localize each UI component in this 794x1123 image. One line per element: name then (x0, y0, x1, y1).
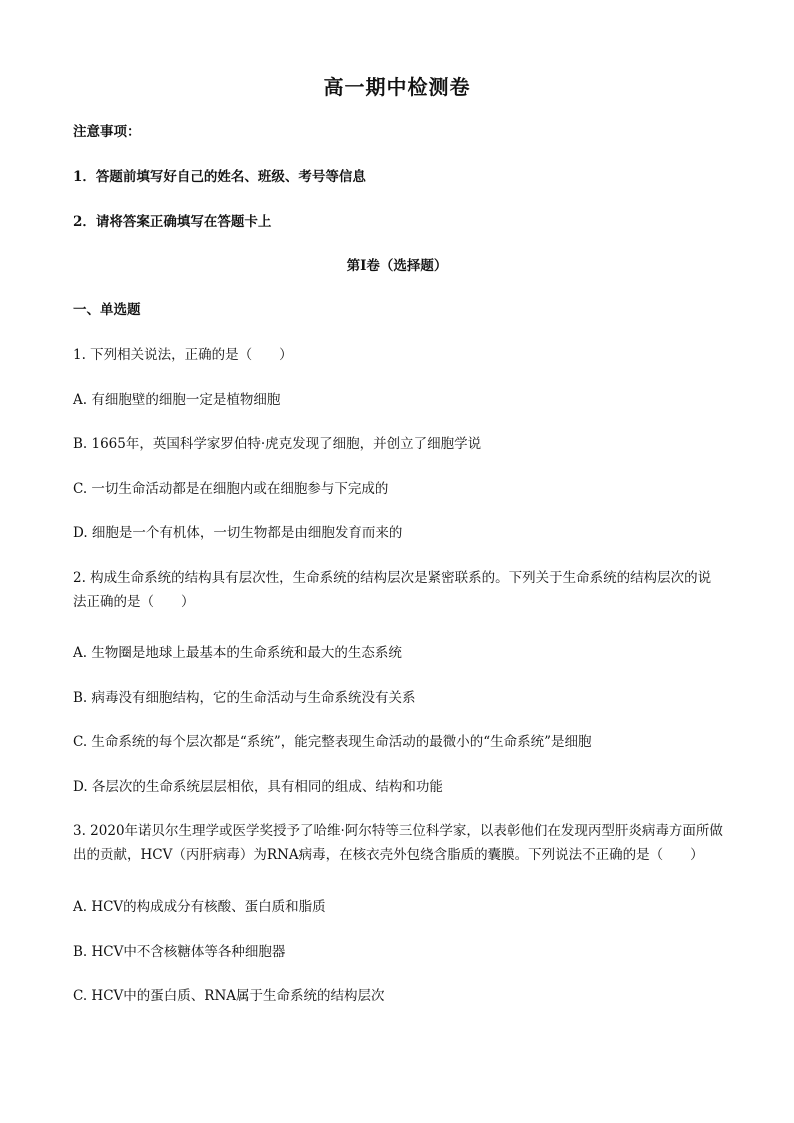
answer-option: B. 1665年，英国科学家罗伯特·虎克发现了细胞，并创立了细胞学说 (73, 436, 482, 452)
question-stem: 3. 2020年诺贝尔生理学或医学奖授予了哈维·阿尔特等三位科学家，以表彰他们在发现丙型肝炎病毒方面所做出的贡献，HCV（丙肝病毒）为RNA病毒，在核衣壳外包绕含脂质的囊膜。下列说法不正确的是（ ） (73, 823, 723, 863)
answer-option: A. 有细胞壁的细胞一定是植物细胞 (73, 392, 281, 408)
answer-option: C. HCV中的蛋白质、RNA属于生命系统的结构层次 (73, 988, 385, 1004)
answer-option: A. 生物圈是地球上最基本的生命系统和最大的生态系统 (73, 645, 402, 661)
notice-item: 1．答题前填写好自己的姓名、班级、考号等信息 (73, 169, 366, 185)
page-title: 高一期中检测卷 (323, 75, 471, 99)
answer-option: B. 病毒没有细胞结构，它的生命活动与生命系统没有关系 (73, 690, 416, 706)
notice-item: 2．请将答案正确填写在答题卡上 (73, 214, 272, 230)
part-title: 一、单选题 (73, 302, 141, 318)
answer-option: C. 生命系统的每个层次都是“系统”，能完整表现生命活动的最微小的“生命系统”是细胞 (73, 734, 592, 750)
answer-option: D. 细胞是一个有机体，一切生物都是由细胞发育而来的 (73, 525, 403, 541)
answer-option: A. HCV的构成成分有核酸、蛋白质和脂质 (73, 899, 326, 915)
answer-option: D. 各层次的生命系统层层相依，具有相同的组成、结构和功能 (73, 779, 443, 795)
volume-title: 第I卷（选择题） (346, 258, 448, 274)
answer-option: B. HCV中不含核糖体等各种细胞器 (73, 944, 286, 960)
answer-option: C. 一切生命活动都是在细胞内或在细胞参与下完成的 (73, 481, 389, 497)
question-stem: 2. 构成生命系统的结构具有层次性，生命系统的结构层次是紧密联系的。下列关于生命系统的结构层次的说法正确的是（ ） (73, 570, 712, 610)
notice-heading: 注意事项： (73, 124, 141, 140)
question-stem: 1. 下列相关说法，正确的是（ ） (73, 347, 293, 363)
